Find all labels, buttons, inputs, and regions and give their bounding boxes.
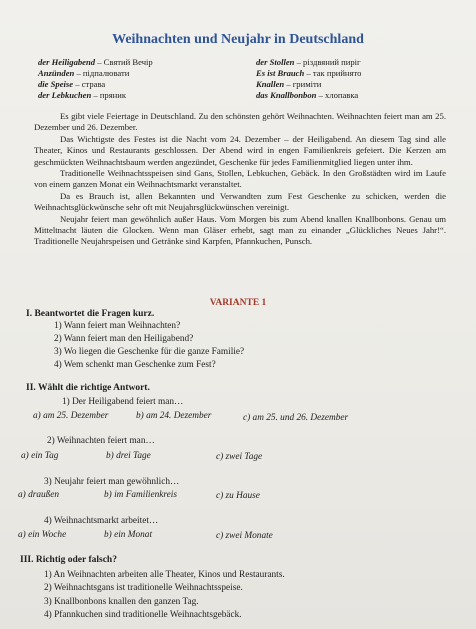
vocab-item: [256, 57, 361, 68]
mc-option: b) drei Tage: [106, 451, 151, 461]
page-title: Weihnachten und Neujahr in Deutschland: [112, 32, 364, 47]
vocab-word: der Heiligabend: [38, 57, 96, 67]
section-2-heading: II. Wählt die richtige Antwort.: [26, 383, 150, 393]
paragraph: Da es Brauch ist, allen Bekannten und Verwandten zum Fest Geschenke zu schicken, werden die Weihnachtsglückwünsche sehr oft mit Neujahrsglückwünschen vereinigt.: [34, 190, 446, 213]
vocab-list-left: [38, 57, 153, 101]
vocab-translation: – Святий Вечір: [95, 57, 153, 67]
paragraph: Es gibt viele Feiertage in Deutschland. Zu den schönsten gehört Weihnachten. Weihnachten feiert man am 25. Dezember und 26. Dezember.: [34, 111, 446, 133]
statement: 4) Pfannkuchen sind traditionelle Weihnachtsgebäck.: [44, 610, 242, 620]
mc-question: 1) Der Heiligabend feiert man…: [62, 397, 184, 407]
mc-option: a) am 25. Dezember: [33, 411, 109, 421]
mc-question: 3) Neujahr feiert man gewöhnlich…: [44, 477, 180, 487]
mc-option: c) zwei Tage: [216, 452, 263, 462]
vocab-word: Es ist Brauch: [256, 68, 305, 78]
mc-option: c) am 25. und 26. Dezember: [243, 413, 349, 423]
paragraph: Das Wichtigste des Festes ist die Nacht vom 24. Dezember – der Heiligabend. An diesem Tag sind alle Theater, Kinos und Restaurants geschlossen. Der Abend wird in engen Familienkreis gefeiert. Die Kerzen am geschmückten Weihnachtsbaum werden angezündet, Geschenke für jedes Familienmitglied liegen unter ihm.: [34, 133, 446, 167]
mc-option: b) am 24. Dezember: [136, 411, 212, 421]
vocab-item: [256, 79, 361, 90]
vocab-translation: – гриміти: [284, 79, 322, 89]
vocab-item: [38, 57, 153, 68]
paragraph: Neujahr feiert man gewöhnlich außer Haus. Vom Morgen bis zum Abend knallen Knallbonbons. Genau um Mitteltnacht läuten die Glocken. Wenn man Gläser erhebt, sagt man zu einander „Glückliches Neues Jahr!“. Traditionelle Neujahrspeisen und Getränke sind Karpfen, Pfannkuchen, Punsch.: [34, 213, 446, 247]
vocab-list-right: [256, 57, 361, 101]
mc-option: c) zu Hause: [216, 491, 260, 501]
vocab-word: die Speise: [38, 79, 74, 89]
question: 1) Wann feiert man Weihnachten?: [54, 321, 181, 331]
mc-option: a) ein Tag: [21, 451, 59, 461]
vocab-item: [38, 68, 153, 79]
statement: 1) An Weihnachten arbeiten alle Theater, Kinos und Restaurants.: [44, 570, 285, 580]
statement: 3) Knallbonbons knallen den ganzen Tag.: [44, 597, 199, 607]
vocab-translation: – пряник: [91, 90, 127, 100]
section-1-heading: I. Beantwortet die Fragen kurz.: [26, 309, 155, 319]
reading-text: [34, 111, 446, 248]
vocab-translation: – різдвяний пиріг: [294, 57, 361, 67]
mc-option: b) im Familienkreis: [104, 490, 177, 500]
paragraph: Traditionelle Weihnachtsspeisen sind Gans, Stollen, Lebkuchen, Gebäck. In den Großstädten wird im Laufe von einem ganzen Monat ein Weihnachtsmarkt veranstaltet.: [34, 168, 446, 190]
mc-option: b) ein Monat: [104, 530, 153, 540]
vocab-item: [256, 90, 361, 101]
mc-option: c) zwei Monate: [216, 531, 273, 541]
section-3-heading: III. Richtig oder falsch?: [20, 555, 117, 565]
mc-question: 4) Weihnachtsmarkt arbeitet…: [44, 516, 159, 526]
mc-option: a) draußen: [18, 490, 60, 500]
vocab-translation: – хлопавка: [316, 90, 359, 100]
vocab-word: Knallen: [256, 79, 285, 89]
question: 3) Wo liegen die Geschenke für die ganze Familie?: [54, 347, 245, 357]
vocab-translation: – страва: [73, 79, 106, 89]
vocab-word: der Lebkuchen: [38, 90, 92, 100]
vocab-word: der Stollen: [256, 57, 295, 67]
vocab-item: [256, 68, 361, 79]
vocab-word: das Knallbonbon: [256, 90, 317, 100]
vocab-word: Anzünden: [38, 68, 75, 78]
question: 4) Wem schenkt man Geschenke zum Fest?: [54, 360, 216, 370]
question: 2) Wann feiert man den Heiligabend?: [54, 334, 194, 344]
vocab-translation: – так прийнято: [304, 68, 362, 78]
mc-option: a) ein Woche: [18, 530, 67, 540]
statement: 2) Weihnachtsgans ist traditionelle Weihnachtsspeise.: [44, 583, 243, 593]
vocab-item: [38, 79, 153, 90]
variant-heading: VARIANTE 1: [209, 298, 267, 308]
mc-question: 2) Weihnachten feiert man…: [47, 436, 155, 446]
vocab-translation: – підпалювати: [74, 68, 130, 78]
vocab-item: [38, 90, 153, 101]
